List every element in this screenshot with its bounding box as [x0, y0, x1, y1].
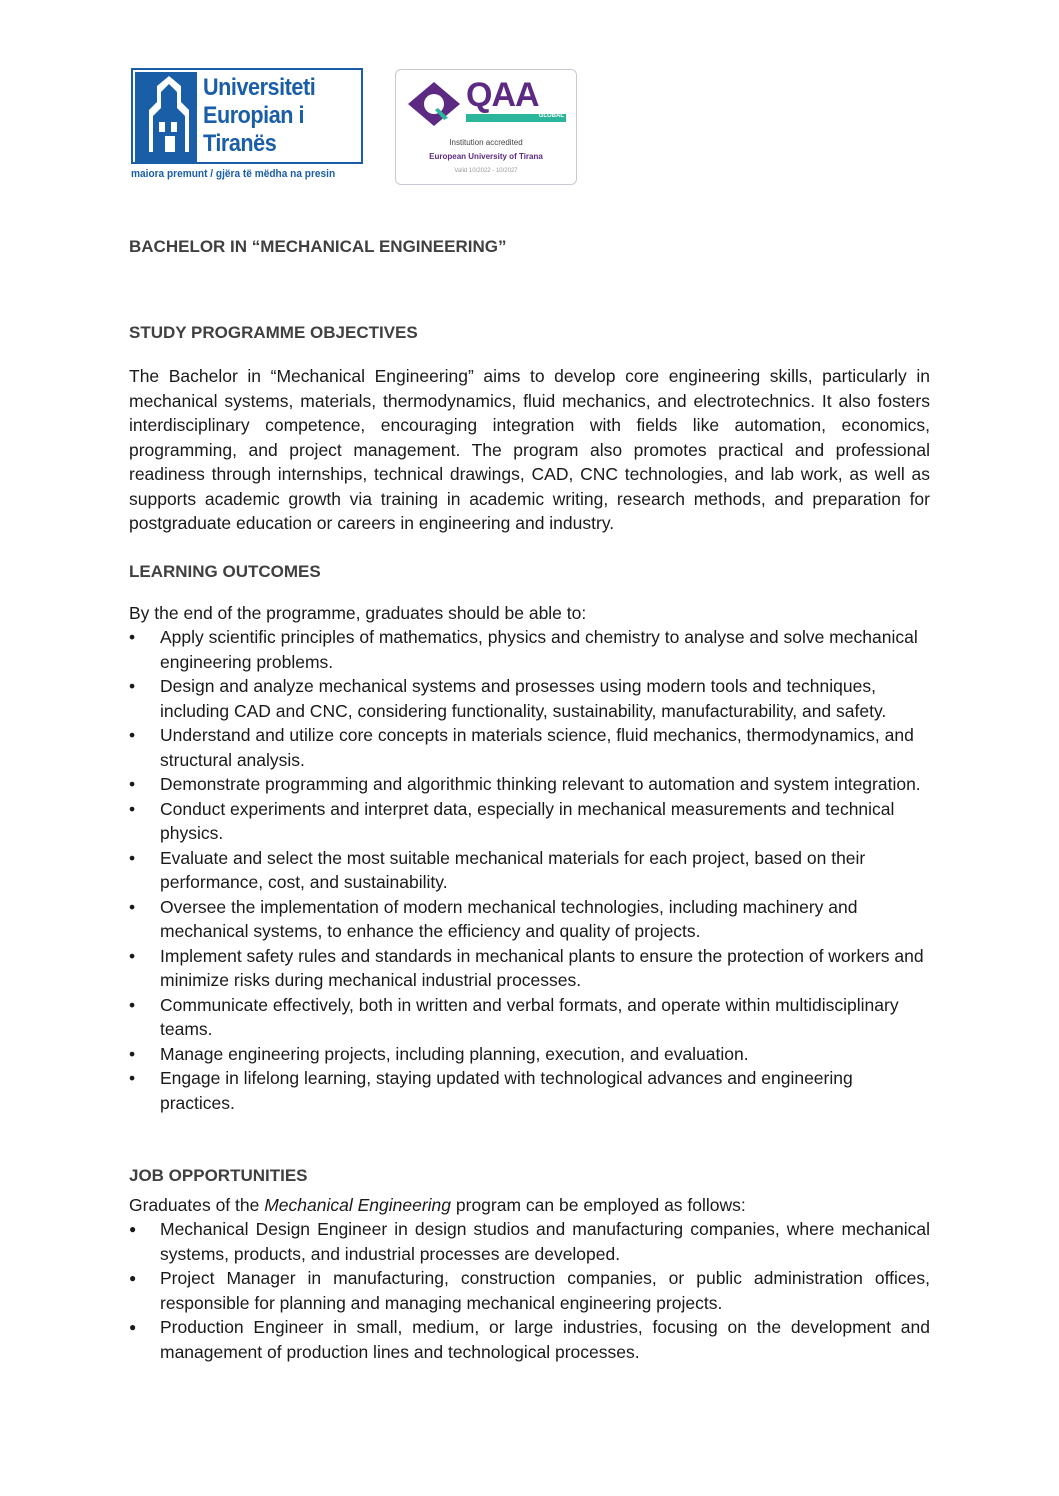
outcome-item-text: Implement safety rules and standards in mechanical plants to ensure the protection of workers and minimize risks during mechanical industrial processes.	[160, 945, 924, 990]
university-logo	[131, 68, 367, 186]
job-item	[129, 1266, 930, 1315]
outcome-item	[129, 772, 930, 797]
bullet-icon: •	[129, 896, 136, 917]
job-item-text: Project Manager in manufacturing, construction companies, or public administration offices, responsible for planning and managing mechanical engineering projects.	[160, 1268, 930, 1313]
jobs-intro-emphasis: Mechanical Engineering	[264, 1195, 452, 1215]
outcome-item	[129, 895, 930, 944]
university-name-line-3: Tiranës	[203, 130, 277, 157]
outcome-item	[129, 625, 930, 674]
outcome-item-text: Understand and utilize core concepts in materials science, fluid mechanics, thermodynamics, and structural analysis.	[160, 725, 914, 770]
outcome-item-text: Communicate effectively, both in written and verbal formats, and operate within multidisciplinary teams.	[160, 994, 899, 1039]
outcome-item	[129, 944, 930, 993]
jobs-intro-before: Graduates of the	[129, 1195, 265, 1215]
jobs-heading: JOB OPPORTUNITIES	[129, 1166, 308, 1185]
bullet-icon: ●	[129, 1222, 137, 1236]
outcome-item	[129, 797, 930, 846]
job-item	[129, 1315, 930, 1364]
qaa-validity: Valid 10/2022 - 10/2027	[454, 168, 518, 174]
outcome-item-text: Design and analyze mechanical systems and prosesses using modern tools and techniques, including CAD and CNC, considering functionality, sustainability, manufacturability, and safety.	[160, 676, 887, 721]
outcome-item-text: Evaluate and select the most suitable mechanical materials for each project, based on their performance, cost, and sustainability.	[160, 847, 866, 892]
outcome-item-text: Apply scientific principles of mathematics, physics and chemistry to analyse and solve mechanical engineering problems.	[160, 627, 918, 672]
outcome-item	[129, 674, 930, 723]
outcome-item	[129, 846, 930, 895]
jobs-list	[129, 1217, 930, 1364]
outcome-item	[129, 1066, 930, 1115]
outcomes-list	[129, 625, 930, 1115]
jobs-intro-after: program can be employed as follows:	[451, 1195, 746, 1215]
university-emblem-icon	[135, 72, 197, 164]
outcome-item-text: Manage engineering projects, including planning, execution, and evaluation.	[160, 1043, 749, 1064]
bullet-icon: •	[129, 1068, 136, 1088]
qaa-institution: European University of Tirana	[429, 152, 543, 161]
outcomes-heading: LEARNING OUTCOMES	[129, 562, 321, 581]
outcome-item	[129, 723, 930, 772]
outcome-item-text: Engage in lifelong learning, staying updated with technological advances and engineering practices.	[160, 1068, 853, 1113]
bullet-icon: •	[129, 994, 136, 1015]
jobs-intro	[129, 1193, 746, 1218]
bullet-icon: ●	[129, 1271, 137, 1285]
job-item	[129, 1217, 930, 1266]
university-logo-frame	[131, 68, 363, 164]
bullet-icon: •	[129, 1043, 136, 1064]
bullet-icon: •	[129, 847, 136, 868]
bullet-icon: •	[129, 945, 136, 966]
bullet-icon: ●	[129, 1320, 137, 1334]
outcome-item	[129, 1042, 930, 1067]
bullet-icon: •	[129, 627, 136, 647]
outcomes-intro: By the end of the programme, graduates should be able to:	[129, 603, 587, 623]
outcome-item-text: Oversee the implementation of modern mechanical technologies, including machinery and mechanical systems, to enhance the efficiency and quality of projects.	[160, 896, 858, 941]
page-title: BACHELOR IN “MECHANICAL ENGINEERING”	[129, 237, 507, 256]
objectives-text: The Bachelor in “Mechanical Engineering” aims to develop core engineering skills, particularly in mechanical systems, materials, thermodynamics, fluid mechanics, and electrotechnics. It also fosters interdisciplinary competence, encouraging integration with fields like automation, economics, programming, and project management. The program also promotes practical and professional readiness through internships, technical drawings, CAD, CNC technologies, and lab work, as well as supports academic growth via training in academic writing, research methods, and preparation for postgraduate education or careers in engineering and industry.	[129, 366, 930, 533]
objectives-heading: STUDY PROGRAMME OBJECTIVES	[129, 323, 418, 342]
outcome-item	[129, 993, 930, 1042]
university-motto: maiora premunt / gjëra të mëdha na presin	[131, 168, 336, 180]
job-item-text: Production Engineer in small, medium, or large industries, focusing on the development and management of production lines and technological processes.	[160, 1317, 930, 1362]
qaa-mark-icon	[404, 78, 464, 130]
university-name	[203, 74, 315, 158]
university-name-line-2: Europian i	[203, 102, 305, 129]
bullet-icon: •	[129, 774, 136, 794]
bullet-icon: •	[129, 676, 136, 696]
bullet-icon: •	[129, 798, 136, 819]
qaa-brand: QAA	[466, 76, 539, 114]
qaa-global-tag: GLOBAL	[538, 113, 564, 119]
university-name-line-1: Universiteti	[203, 74, 316, 101]
outcome-item-text: Conduct experiments and interpret data, especially in mechanical measurements and technical physics.	[160, 798, 895, 843]
qaa-accredited-label: Institution accredited	[449, 138, 523, 147]
outcome-item-text: Demonstrate programming and algorithmic thinking relevant to automation and system integration.	[160, 774, 921, 794]
job-item-text: Mechanical Design Engineer in design studios and manufacturing companies, where mechanical systems, products, and industrial processes are developed.	[160, 1219, 930, 1264]
bullet-icon: •	[129, 725, 136, 745]
qaa-accreditation-badge	[395, 69, 577, 185]
